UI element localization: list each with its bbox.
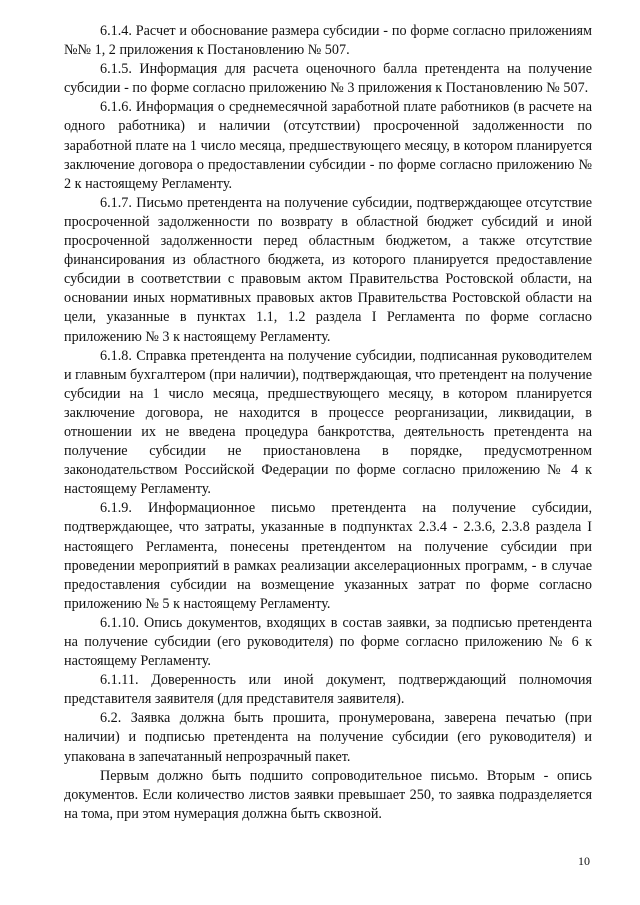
paragraph-6-1-9: 6.1.9. Информационное письмо претендента на получение субсидии, подтверждающее, что затраты, указанные в подпунктах 2.3.4 - 2.3.6, 2.3.8 раздела I настоящего Регламента, понесены претендентом на получение субсидии при проведении мероприятий в рамках реализации акселерационных программ, - в случае предоставления субсидии на возмещение указанных затрат по форме согласно приложению № 5 к настоящему Регламенту. [64, 500, 592, 612]
paragraph-6-1-7: 6.1.7. Письмо претендента на получение субсидии, подтверждающее отсутствие просроченной задолженности по возврату в областной бюджет субсидий и иной просроченной задолженности перед областным бюджетом, а также отсутствие финансирования из областного бюджета, из которого планируется предоставление субсидии в соответствии с правовым актом Правительства Ростовской области, на основании иных нормативных правовых актов Правительства Ростовской области на цели, указанные в пунктах 1.1, 1.2 раздела I Регламента по форме согласно приложению № 3 к настоящему Регламенту. [64, 194, 592, 345]
paragraph-6-1-6: 6.1.6. Информация о среднемесячной заработной плате работников (в расчете на одного работника) и наличии (отсутствии) просроченной задолженности по заработной плате на 1 число месяца, предшествующего месяцу, в котором планируется заключение договора о предоставлении субсидии - по форме согласно приложению № 2 к настоящему Регламенту. [64, 99, 592, 192]
paragraph-6-1-4: 6.1.4. Расчет и обоснование размера субсидии - по форме согласно приложениям №№ 1, 2 приложения к Постановлению № 507. [64, 23, 592, 59]
paragraph-6-1-5: 6.1.5. Информация для расчета оценочного балла претендента на получение субсидии - по форме согласно приложению № 3 приложения к Постановлению № 507. [64, 61, 592, 97]
paragraph-submission-order: Первым должно быть подшито сопроводительное письмо. Вторым - опись документов. Если количество листов заявки превышает 250, то заявка подразделяется на тома, при этом нумерация должна быть сквозной. [64, 767, 592, 822]
page-number: 10 [578, 854, 590, 868]
paragraph-6-2: 6.2. Заявка должна быть прошита, пронумерована, заверена печатью (при наличии) и подписью претендента на получение субсидии (его руководителя) и упакована в запечатанный непрозрачный пакет. [64, 710, 592, 765]
paragraph-6-1-11: 6.1.11. Доверенность или иной документ, подтверждающий полномочия представителя заявителя (для представителя заявителя). [64, 672, 592, 708]
paragraph-6-1-8: 6.1.8. Справка претендента на получение субсидии, подписанная руководителем и главным бухгалтером (при наличии), подтверждающая, что претендент на получение субсидии на 1 число месяца, предшествующего месяцу, в котором планируется заключение договора, не находится в процессе реорганизации, ликвидации, в отношении их не введена процедура банкротства, деятельность претендента на получение субсидии не приостановлена в порядке, предусмотренном законодательством Российской Федерации по форме согласно приложению № 4 к настоящему Регламенту. [64, 347, 592, 498]
paragraph-6-1-10: 6.1.10. Опись документов, входящих в состав заявки, за подписью претендента на получение субсидии (его руководителя) по форме согласно приложению № 6 к настоящему Регламенту. [64, 614, 592, 670]
document-page [64, 22, 592, 824]
